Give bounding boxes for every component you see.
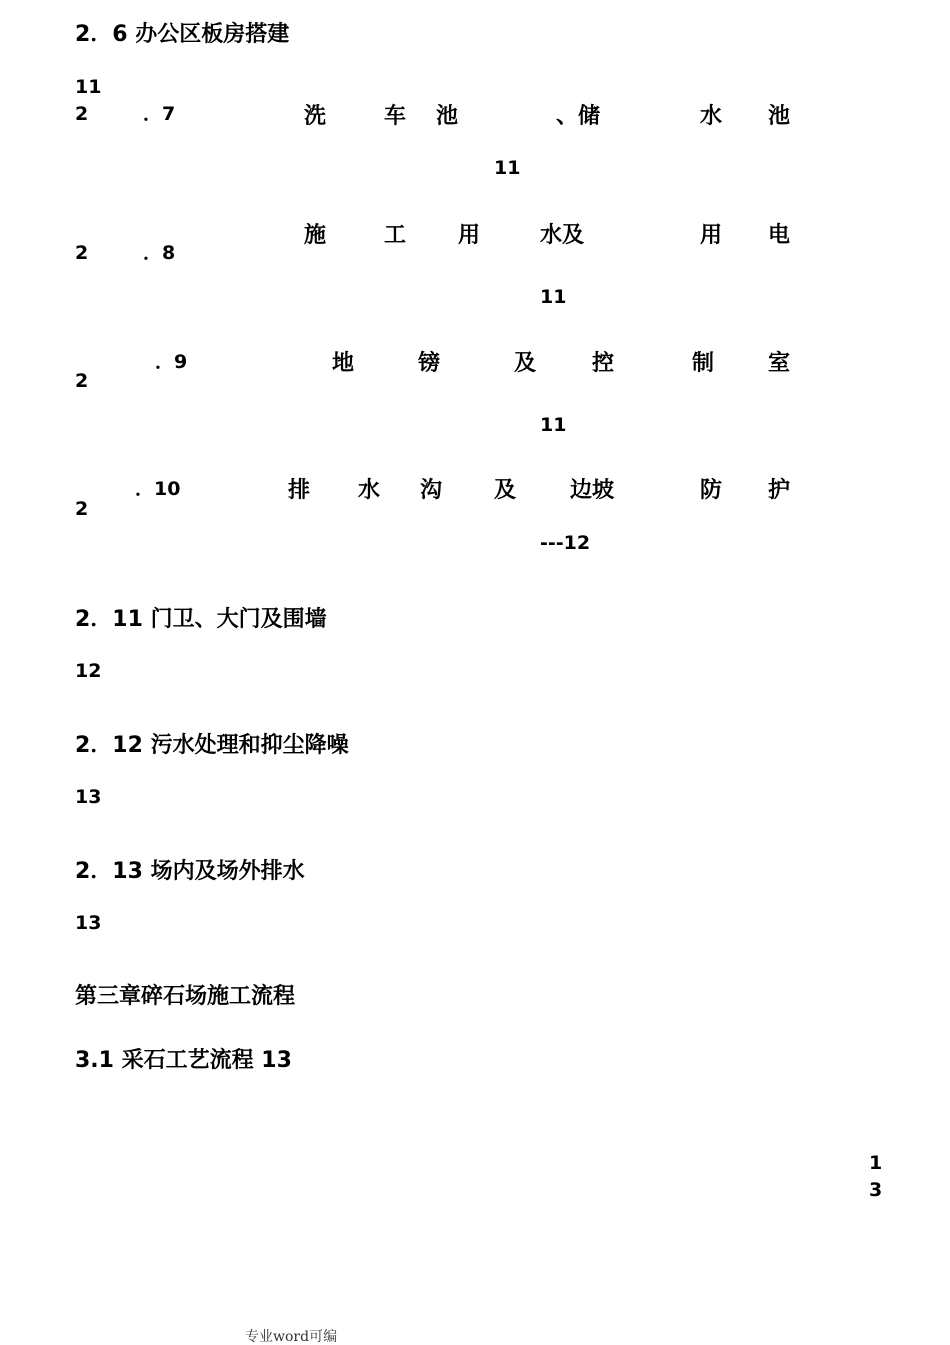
toc-chapter-3-heading: 第三章碎石场施工流程: [75, 984, 296, 1009]
toc-entry-2-7-word: 水: [700, 104, 723, 129]
toc-entry-2-9-word: 制: [692, 351, 715, 376]
toc-entry-2-10-word: 护: [768, 478, 791, 503]
toc-entry-2-8-word: 水及: [540, 223, 585, 248]
toc-entry-2-10-word: 防: [700, 478, 723, 503]
toc-entry-2-9-word: 地: [332, 351, 355, 376]
toc-entry-2-9-word: 室: [768, 351, 791, 376]
toc-entry-2-8-num-minor: ．8: [143, 242, 176, 264]
toc-entry-2-6-title: 2．6 办公区板房搭建: [75, 22, 290, 47]
toc-entry-2-6-page: 11: [75, 76, 102, 98]
toc-entry-2-8-word: 用: [458, 223, 481, 248]
page-number-digit: 3: [869, 1179, 883, 1201]
page-number-digit: 1: [869, 1152, 883, 1174]
toc-entry-2-7-word: 洗: [304, 104, 327, 129]
toc-entry-2-9-num-major: 2: [75, 370, 89, 392]
toc-entry-2-10-word: 边坡: [570, 478, 615, 503]
toc-entry-2-9-word: 镑: [418, 351, 441, 376]
toc-entry-2-7-word: 车: [384, 104, 407, 129]
toc-entry-2-8-page: 11: [540, 286, 567, 308]
toc-entry-2-7-word: 池: [768, 104, 791, 129]
toc-entry-2-10-word: 沟: [420, 478, 443, 503]
toc-entry-2-7-num-major: 2: [75, 103, 89, 125]
toc-entry-2-10-num-minor: ．10: [135, 478, 181, 500]
toc-entry-2-7-word: 池: [436, 104, 459, 129]
toc-entry-2-7-word: 、储: [556, 104, 601, 129]
toc-entry-2-10-word: 水: [358, 478, 381, 503]
footer-text: 专业word可编: [245, 1329, 338, 1345]
toc-entry-2-9-num-minor: ．9: [155, 351, 188, 373]
toc-entry-2-13-page: 13: [75, 912, 102, 934]
toc-entry-2-8-word: 用: [700, 223, 723, 248]
toc-entry-2-10-word: 排: [288, 478, 311, 503]
toc-entry-2-12-title: 2．12 污水处理和抑尘降噪: [75, 733, 349, 758]
toc-entry-2-8-word: 施: [304, 223, 327, 248]
toc-entry-2-13-title: 2．13 场内及场外排水: [75, 859, 305, 884]
toc-entry-2-7-num-minor: ．7: [143, 103, 176, 125]
toc-entry-2-8-num-major: 2: [75, 242, 89, 264]
toc-entry-2-10-page: ---12: [540, 532, 591, 554]
toc-entry-2-9-word: 及: [514, 351, 537, 376]
toc-entry-2-9-word: 控: [592, 351, 615, 376]
toc-entry-2-7-page: 11: [494, 157, 521, 179]
toc-entry-2-8-word: 工: [384, 223, 407, 248]
toc-entry-2-11-page: 12: [75, 660, 102, 682]
toc-entry-2-10-word: 及: [494, 478, 517, 503]
toc-entry-2-12-page: 13: [75, 786, 102, 808]
toc-entry-2-11-title: 2．11 门卫、大门及围墙: [75, 607, 327, 632]
toc-entry-3-1-title: 3.1 采石工艺流程 13: [75, 1048, 292, 1073]
toc-entry-2-9-page: 11: [540, 414, 567, 436]
toc-entry-2-8-word: 电: [768, 223, 791, 248]
toc-entry-2-10-num-major: 2: [75, 498, 89, 520]
